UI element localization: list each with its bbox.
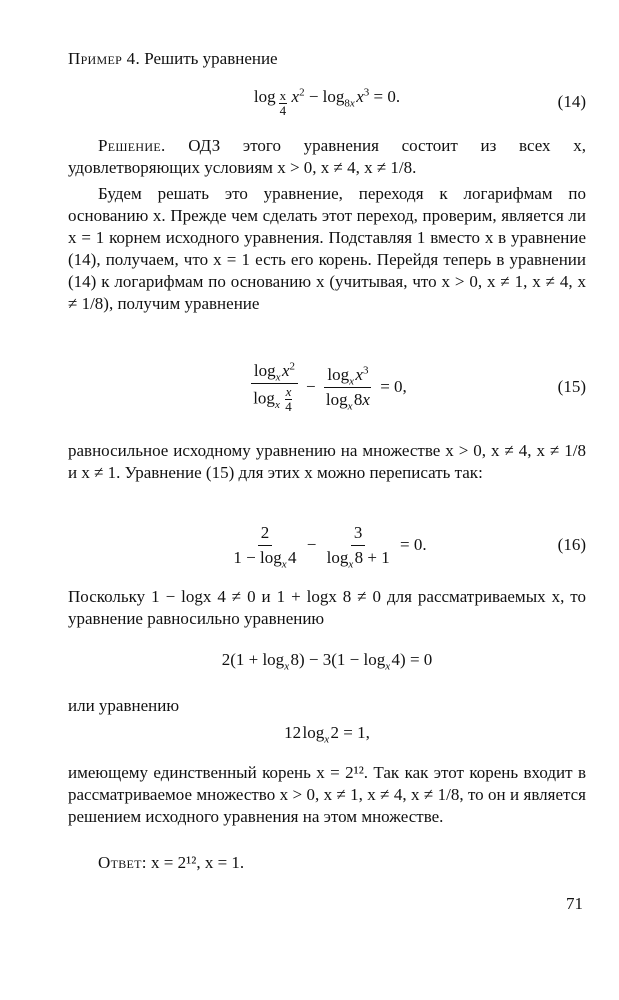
solution-paragraph [68, 135, 586, 179]
equation-15: $\log_x$ $x^2$ $\log_x$ $\frac{x}{4}$ − $\frac{\log_x x^3}{\log_x 8x}$ = 0, (15) [68, 362, 586, 412]
equation-16-number: (16) [557, 535, 586, 554]
or-paragraph: или уравнению [68, 696, 180, 715]
answer-label: Ответ: [98, 853, 147, 872]
solution-text: ОДЗ этого уравнения состоит из всех x, удовлетворяющих условиям x > 0, x ≠ 4, x ≠ 1/8. [68, 136, 586, 177]
equation-linear: $2(1 + \log_x$ $8) - 3(1 - \log_x$ 4) = 0 [221, 650, 433, 673]
equivalent-paragraph: равносильное исходному уравнению на множестве x > 0, x ≠ 4, x ≠ 1/8 и x ≠ 1. Уравнение (15) для этих x можно переписать так: [68, 441, 586, 482]
example-text: Решить уравнение [144, 49, 278, 68]
answer-text: x = 2¹², x = 1. [151, 853, 245, 872]
equation-14-number: (14) [557, 92, 586, 111]
equation-15-number: (15) [557, 377, 586, 396]
since-paragraph: Поскольку 1 − logx 4 ≠ 0 и 1 + logx 8 ≠ 0 для рассматриваемых x, то уравнение равносильно уравнению [68, 587, 586, 628]
answer-line [68, 852, 586, 874]
example-label: Пример 4. [68, 49, 140, 68]
equation-final: 12 $\log_x$ 2 = 1, [284, 723, 370, 746]
equation-16: $\frac{2}{1 - \log_x 4}$ − $\frac{3}{\log_x 8 + 1}$ = 0. (16) [233, 522, 586, 570]
solution-label: Решение. [98, 136, 166, 155]
example-heading [68, 48, 586, 70]
root-paragraph: имеющему единственный корень x = 2¹². Так как этот корень входит в рассматриваемое множество x > 0, x ≠ 1, x ≠ 4, x ≠ 1/8, то он и является решением исходного уравнения на этом множестве. [68, 763, 586, 826]
transition-paragraph: Будем решать это уравнение, переходя к логарифмам по основанию x. Прежде чем сделать этот переход, проверим, является ли x = 1 корнем исходного уравнения. Подставляя 1 вместо x в уравнение (14), получаем, что x = 1 есть его корень. Перейдя теперь в уравнении (14) к логарифмам по основанию x (учитывая, что x > 0, x ≠ 1, x ≠ 4, x ≠ 1/8), получим уравнение [68, 184, 586, 313]
equation-14: log $_{\frac{x}{4}}$ $x^2 - \log_{8x}$ $x^3 = 0$. (14) [253, 86, 586, 119]
page-number: 71 [566, 894, 583, 913]
